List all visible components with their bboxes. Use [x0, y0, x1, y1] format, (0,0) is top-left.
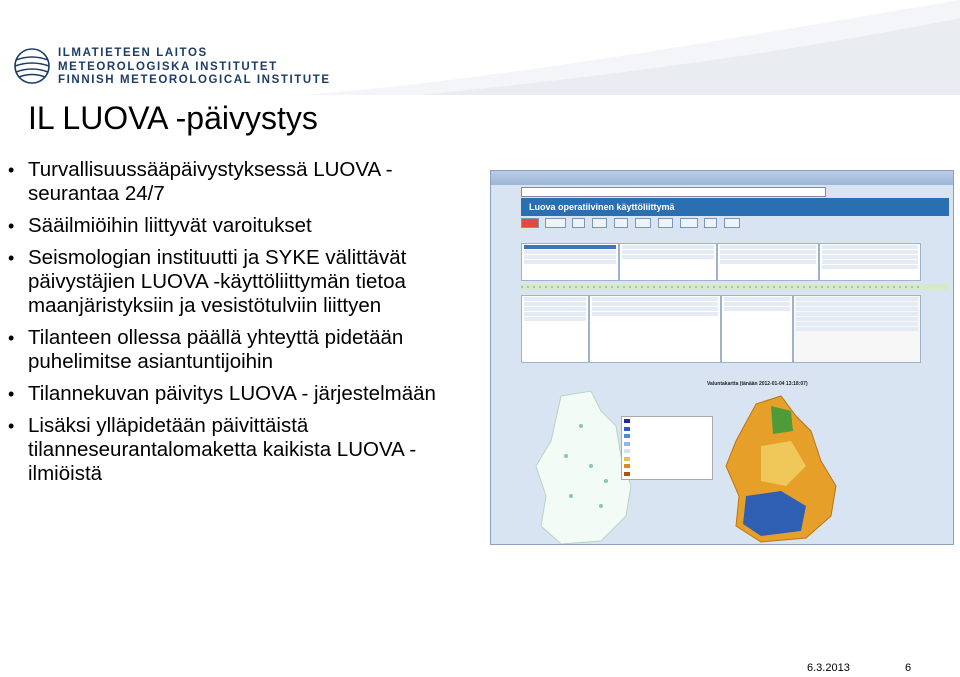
tab — [704, 218, 717, 228]
footer-date: 6.3.2013 — [807, 662, 850, 674]
header-wave-decoration — [300, 0, 960, 95]
panel — [819, 243, 921, 281]
tab — [572, 218, 585, 228]
panel — [721, 295, 793, 363]
panel — [521, 243, 619, 281]
app-header: Luova operatiivinen käyttöliittymä — [521, 198, 949, 216]
logo-line-3: FINNISH METEOROLOGICAL INSTITUTE — [58, 74, 331, 86]
tab — [635, 218, 652, 228]
logo-line-2: METEOROLOGISKA INSTITUTET — [58, 60, 278, 73]
bullet-item: • Seismologian instituutti ja SYKE välittävät päivystäjien LUOVA -käyttöliittymän tietoa maanjäristyksiin ja vesistötulviin liittyen — [8, 246, 488, 318]
bullet-item: • Lisäksi ylläpidetään päivittäistä tilanneseurantalomaketta kaikista LUOVA - ilmiöistä — [8, 414, 488, 486]
browser-toolbar — [491, 171, 953, 185]
tab — [658, 218, 674, 228]
tab — [545, 218, 566, 228]
panel — [793, 295, 921, 363]
tab — [724, 218, 741, 228]
tab — [592, 218, 608, 228]
tab — [521, 218, 539, 228]
address-bar — [521, 187, 826, 197]
finland-maps — [521, 386, 941, 544]
panel — [521, 295, 589, 363]
logo-wordmark — [58, 47, 331, 88]
tab — [614, 218, 628, 228]
map-legend — [621, 416, 713, 480]
tab — [680, 218, 698, 228]
app-tab-row — [521, 218, 949, 228]
map-title: Valuntakartta (tänään 2012-01-04 13:18:07) — [707, 381, 808, 387]
bullet-item: • Turvallisuussääpäivystyksessä LUOVA - seurantaa 24/7 — [8, 158, 488, 206]
bullet-list — [8, 158, 488, 494]
logo-line-1: ILMATIETEEN LAITOS — [58, 47, 208, 59]
page-number: 6 — [905, 662, 912, 674]
bullet-item: • Tilannekuvan päivitys LUOVA - järjestelmään — [8, 382, 488, 406]
slide-title: IL LUOVA -päivystys — [28, 100, 318, 136]
bullet-item: • Tilanteen ollessa päällä yhteyttä pidetään puhelimitse asiantuntijoihin — [8, 326, 488, 374]
bullet-item: • Sääilmiöihin liittyvät varoitukset — [8, 214, 488, 238]
panel — [717, 243, 819, 281]
status-strip: xxxxxxxxxxxxxxxxxxxxxxxxxxxxxxxxxxxxxxxxxxxxxxxxxxxxxxxxxxxxxxxxxxx — [521, 284, 949, 290]
luova-ui-screenshot — [490, 170, 954, 545]
panel — [619, 243, 717, 281]
panel — [589, 295, 721, 363]
